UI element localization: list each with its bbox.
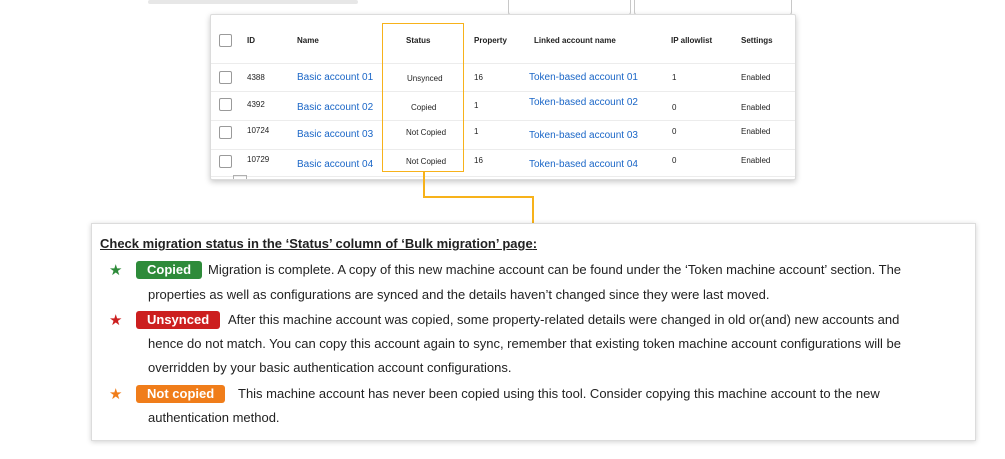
cropped-text-fragment [148, 0, 358, 4]
status-legend-panel [91, 223, 976, 441]
legend-description: authentication method. [148, 410, 280, 425]
column-header-name[interactable]: Name [297, 36, 319, 45]
status-badge-not-copied: Not copied [136, 385, 225, 403]
table-row[interactable] [211, 120, 795, 150]
legend-title-colon: : [532, 236, 538, 251]
property-value: 1 [474, 101, 479, 110]
connector-line [423, 172, 425, 197]
status-column-highlight [382, 23, 464, 172]
status-value: Not Copied [406, 128, 447, 137]
property-value: 16 [474, 156, 483, 165]
status-value: Unsynced [407, 74, 443, 83]
row-id: 4392 [247, 100, 265, 109]
row-checkbox[interactable] [219, 98, 232, 111]
legend-description: This machine account has never been copied using this tool. Consider copying this machine account to the new [238, 386, 880, 401]
bulk-migration-table [210, 14, 796, 180]
linked-account-link[interactable]: Token-based account 01 [529, 72, 638, 83]
row-checkbox[interactable] [219, 71, 232, 84]
legend-description: overridden by your basic authentication account configurations. [148, 360, 512, 375]
column-header-settings[interactable]: Settings [741, 36, 773, 45]
ip-allowlist-value: 0 [672, 127, 677, 136]
linked-account-link[interactable]: Token-based account 03 [529, 130, 638, 141]
account-name-link[interactable]: Basic account 03 [297, 129, 374, 140]
property-value: 16 [474, 73, 483, 82]
star-icon: ★ [109, 312, 123, 329]
status-badge-copied: Copied [136, 261, 202, 279]
status-badge-unsynced: Unsynced [136, 311, 220, 329]
linked-account-link[interactable]: Token-based account 04 [529, 159, 638, 170]
select-all-checkbox[interactable] [219, 34, 232, 47]
column-header-status[interactable]: Status [406, 36, 431, 45]
ip-allowlist-value: 0 [672, 156, 677, 165]
settings-value: Enabled [741, 103, 771, 112]
legend-description: After this machine account was copied, some property-related details were changed in old or(and) new accounts and [228, 312, 900, 327]
settings-value: Enabled [741, 156, 771, 165]
row-id: 4388 [247, 73, 265, 82]
account-name-link[interactable]: Basic account 04 [297, 159, 374, 170]
cropped-row-checkbox [233, 175, 247, 180]
table-row[interactable] [211, 63, 795, 92]
status-value: Copied [411, 103, 437, 112]
star-icon: ★ [109, 386, 123, 403]
row-checkbox[interactable] [219, 155, 232, 168]
linked-account-link[interactable]: Token-based account 02 [529, 97, 638, 108]
column-header-ip-allowlist[interactable]: IP allowlist [671, 36, 713, 45]
status-value: Not Copied [406, 157, 447, 166]
property-value: 1 [474, 127, 479, 136]
account-name-link[interactable]: Basic account 02 [297, 102, 374, 113]
column-header-id[interactable]: ID [247, 36, 255, 45]
account-name-link[interactable]: Basic account 01 [297, 72, 374, 83]
settings-value: Enabled [741, 73, 771, 82]
row-id: 10729 [247, 155, 270, 164]
legend-description: properties as well as configurations are synced and the details haven’t changed since they were last moved. [148, 287, 770, 302]
legend-lead-text: Migration is complete. [208, 262, 335, 277]
legend-title [100, 236, 537, 251]
star-icon: ★ [109, 262, 123, 279]
legend-description [208, 262, 901, 277]
table-row[interactable] [211, 149, 795, 177]
table-row[interactable] [211, 91, 795, 121]
legend-description: hence do not match. You can copy this account again to sync, remember that existing token machine account configurations will be [148, 336, 901, 351]
legend-line-text: A copy of this new machine account can be found under the ‘Token machine account’ section. The [334, 262, 902, 277]
settings-value: Enabled [741, 127, 771, 136]
column-header-linked-account[interactable]: Linked account name [534, 36, 616, 45]
table-header-row [211, 15, 795, 64]
ip-allowlist-value: 0 [672, 103, 677, 112]
ip-allowlist-value: 1 [672, 73, 677, 82]
legend-title-text: Check migration status in the ‘Status’ column of ‘Bulk migration’ page [100, 236, 533, 251]
row-id: 10724 [247, 126, 270, 135]
connector-line [532, 196, 534, 224]
connector-line [423, 196, 533, 198]
column-header-property[interactable]: Property [474, 36, 507, 45]
row-checkbox[interactable] [219, 126, 232, 139]
